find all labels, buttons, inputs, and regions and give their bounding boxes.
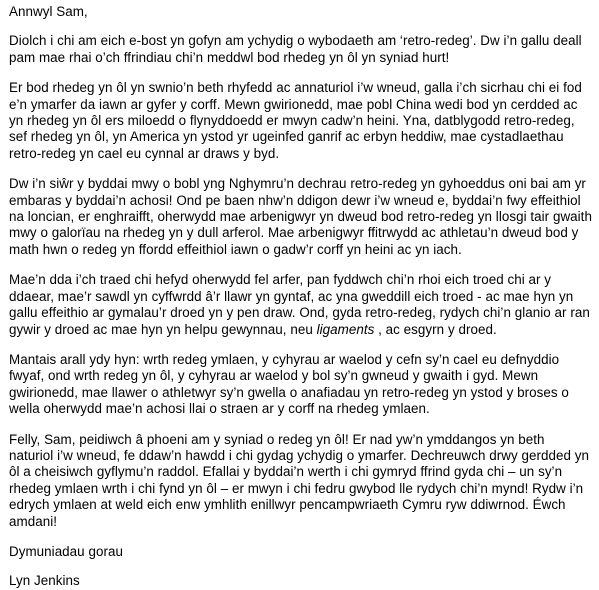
paragraph-4 (9, 272, 592, 338)
paragraph-4-text-before: Mae’n dda i’ch traed chi hefyd oherwydd fel arfer, pan fyddwch chi’n rhoi eich troed chi ar y ddaear, mae’r sawdl yn cyffwrdd â’r llawr yn gyntaf, ac yna gweddill eich troed - ac mae hyn yn gallu effeithio ar gymalau’r droed yn y pen draw. Ond, gyda retro-redeg, rydych chi’n glanio ar ran gywir y droed ac mae hyn yn helpu gewynnau, neu (9, 272, 590, 337)
paragraph-4-text-after: , ac esgyrn y droed. (374, 321, 497, 337)
salutation: Annwyl Sam, (9, 4, 88, 19)
paragraph-1: Diolch i chi am eich e-bost yn gofyn am ychydig o wybodaeth am ‘retro-redeg’. Dw i’n gallu deall pam mae rhai o’ch ffrindiau chi’n meddwl bod rhedeg yn ôl yn syniad hurt! (9, 33, 582, 65)
signature: Lyn Jenkins (9, 573, 80, 589)
paragraph-3: Dw i’n siŵr y byddai mwy o bobl yng Nghymru’n dechrau retro-redeg yn gyhoeddus oni bai am yr embaras y byddai’n achosi! Ond pe baen nhw’n ddigon dewr i’w wneud e, byddai’n fwy effeithiol na loncian, er enghraifft, oherwydd mae arbenigwyr yn dweud bod retro-redeg yn llosgi tair gwaith mwy o galorïau na rhedeg yn y dull arferol. Mae arbenigwyr ffitrwydd ac athletau’n dweud bod y math hwn o redeg yn ffordd effeithiol iawn o gadw’r corff yn heini ac yn iach. (9, 176, 592, 257)
paragraph-2: Er bod rhedeg yn ôl yn swnio’n beth rhyfedd ac annaturiol i’w wneud, galla i’ch sicrhau chi ei fod e’n ymarfer da iawn ar gyfer y corff. Mewn gwirionedd, mae pobl China wedi bod yn cerdded ac yn rhedeg yn ôl ers miloedd o flynyddoedd er mwyn cadw’n heini. Yna, datblygodd retro-redeg, sef rhedeg yn ôl, yn America yn ystod yr ugeinfed ganrif ac erbyn heddiw, mae cystadlaethau retro-redeg yn cael eu cynnal ar draws y byd. (9, 80, 582, 161)
paragraph-6: Felly, Sam, peidiwch â phoeni am y syniad o redeg yn ôl! Er nad yw’n ymddangos yn beth naturiol i’w wneud, fe ddaw’n hawdd i chi gydag ychydig o ymarfer. Dechreuwch drwy gerdded yn ôl a cheisiwch gyflymu’n raddol. Efallai y byddai’n werth i chi gymryd ffrind gyda chi – un sy’n rhedeg ymlaen wrth i chi fynd yn ôl – er mwyn i chi fedru gwybod lle rydych chi’n mynd! Rydw i’n edrych ymlaen at weld eich enw ymhlith enillwyr pencampwriaeth Cymru ryw ddiwrnod. Éwch amdani! (9, 431, 590, 529)
closing: Dymuniadau gorau (9, 543, 123, 559)
paragraph-4-term: ligaments (316, 321, 375, 337)
paragraph-5: Mantais arall ydy hyn: wrth redeg ymlaen, y cyhyrau ar waelod y cefn sy’n cael eu defnyddio fwyaf, ond wrth redeg yn ôl, y cyhyrau ar waelod y bol sy’n gwneud y gwaith i gyd. Mewn gwirionedd, mae llawer o athletwyr sy’n gwella o anafiadau yn retro-redeg yn ystod y broses o wella oherwydd mae’n achosi llai o straen ar y corff na rhedeg ymlaen. (9, 351, 569, 417)
letter-body (9, 4, 592, 590)
